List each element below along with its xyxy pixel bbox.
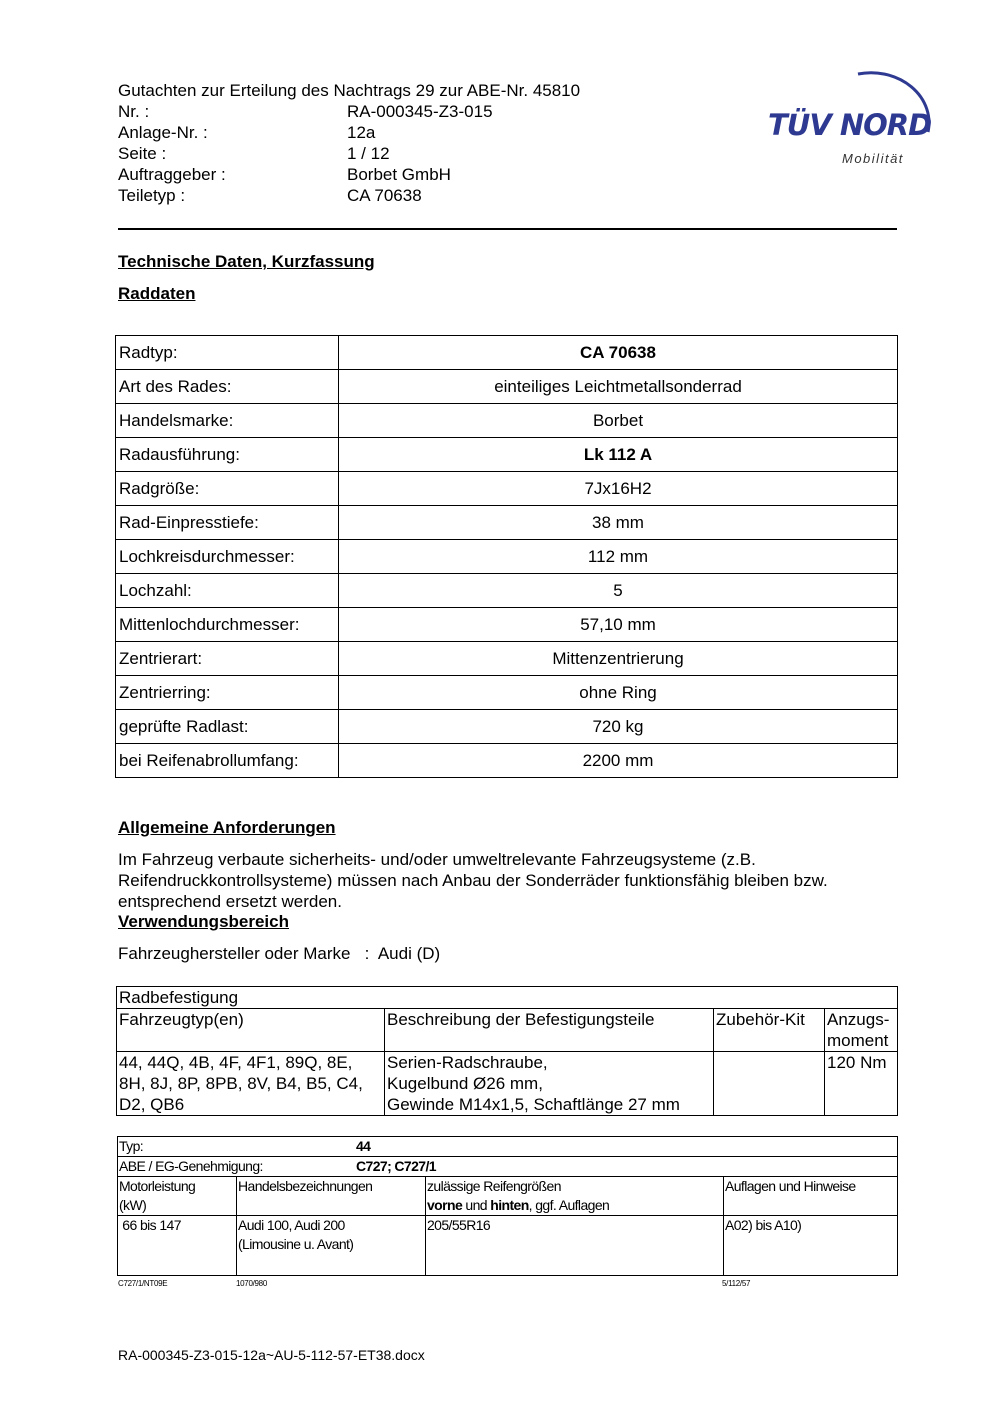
table-header-row [117, 1009, 898, 1052]
header-value: Borbet GmbH [347, 165, 451, 184]
wheel-value: 2200 mm [339, 744, 898, 778]
wheel-value: 38 mm [339, 506, 898, 540]
table-row [116, 472, 898, 506]
section-heading-usage: Verwendungsbereich [118, 912, 289, 931]
wheel-value: Lk 112 A [339, 438, 898, 472]
footnote-code: C727/1/NT09E [118, 1279, 168, 1288]
table-row [116, 438, 898, 472]
wheel-data-table [115, 335, 898, 778]
table-row [116, 540, 898, 574]
footnote-code: 5/112/57 [722, 1279, 751, 1288]
general-requirements-text: Im Fahrzeug verbaute sicherheits- und/oder umweltrelevante Fahrzeugsysteme (z.B. Reifendruckkontrollsysteme) müssen nach Anbau der Sonderräder funktionsfähig bleiben bzw. entsprechend ersetzt werden. [118, 850, 828, 911]
header-row-part-type [118, 185, 580, 206]
header-conditions: , ggf. Auflagen [528, 1197, 610, 1213]
mounting-torque: 120 Nm [825, 1052, 898, 1116]
logo-wordmark: TÜV NORD [768, 108, 932, 142]
wheel-key: Radtyp: [116, 336, 339, 370]
approval-row [118, 1157, 898, 1177]
wheel-value: einteiliges Leichtmetallsonderrad [339, 370, 898, 404]
wheel-key: Radausführung: [116, 438, 339, 472]
header-key: Nr. : [118, 102, 150, 121]
wheel-key: Radgröße: [116, 472, 339, 506]
table-row [116, 506, 898, 540]
header-key: Anlage-Nr. : [118, 123, 208, 142]
table-row [117, 1052, 898, 1116]
header-row-page [118, 143, 580, 164]
mounting-kit [714, 1052, 825, 1116]
wheel-key: Zentrierart: [116, 642, 339, 676]
type-label: Typ: [119, 1138, 144, 1154]
wheel-value: 57,10 mm [339, 608, 898, 642]
header-trade-names: Handelsbezeichnungen [237, 1177, 426, 1216]
wheel-value: Borbet [339, 404, 898, 438]
mounting-header-kit: Zubehör-Kit [714, 1009, 825, 1052]
cell-power: 66 bis 147 [118, 1216, 237, 1276]
wheel-key: Lochzahl: [116, 574, 339, 608]
wheel-key: bei Reifenabrollumfang: [116, 744, 339, 778]
mounting-description: Serien-Radschraube, Kugelbund Ø26 mm, Gewinde M14x1,5, Schaftlänge 27 mm [385, 1052, 714, 1116]
approval-value: C727; C727/1 [356, 1158, 436, 1174]
table-row [116, 642, 898, 676]
header-row-appendix [118, 122, 580, 143]
header-value: RA-000345-Z3-015 [347, 102, 493, 121]
header-tyre-sizes-title: zulässige Reifengrößen [427, 1178, 561, 1194]
cell-tyre-sizes: 205/55R16 [426, 1216, 724, 1276]
header-value: 12a [347, 123, 376, 142]
table-row [118, 1157, 898, 1177]
mounting-vehicle-types: 44, 44Q, 4B, 4F, 4F1, 89Q, 8E, 8H, 8J, 8P, 8PB, 8V, B4, B5, C4, D2, QB6 [117, 1052, 385, 1116]
section-heading-general: Allgemeine Anforderungen [118, 818, 336, 837]
table-header-row [118, 1177, 898, 1216]
header-row-number [118, 101, 580, 122]
document-header [118, 80, 580, 206]
table-row [116, 744, 898, 778]
mounting-table [116, 986, 898, 1116]
header-notes: Auflagen und Hinweise [724, 1177, 898, 1216]
header-and: und [462, 1197, 491, 1213]
report-title: Gutachten zur Erteilung des Nachtrags 29 zur ABE-Nr. 45810 [118, 81, 581, 100]
section-heading-wheel-data: Raddaten [118, 284, 196, 303]
header-key: Seite : [118, 144, 167, 163]
wheel-key: geprüfte Radlast: [116, 710, 339, 744]
wheel-value: ohne Ring [339, 676, 898, 710]
header-front: vorne [427, 1197, 463, 1213]
header-power: Motorleistung (kW) [118, 1177, 237, 1216]
table-row [116, 370, 898, 404]
type-table [117, 1136, 898, 1276]
header-value: CA 70638 [347, 186, 422, 205]
table-row [116, 710, 898, 744]
vehicle-maker-line: Fahrzeughersteller oder Marke : Audi (D) [118, 944, 441, 963]
cell-trade-names: Audi 100, Audi 200 (Limousine u. Avant) [237, 1216, 426, 1276]
header-divider [118, 228, 897, 230]
section-heading-technical: Technische Daten, Kurzfassung [118, 252, 375, 271]
document-footer: RA-000345-Z3-015-12a~AU-5-112-57-ET38.docx [118, 1347, 425, 1363]
table-row [118, 1216, 898, 1276]
table-row [117, 987, 898, 1009]
mounting-header-types: Fahrzeugtyp(en) [117, 1009, 385, 1052]
table-row [116, 336, 898, 370]
header-value: 1 / 12 [347, 144, 390, 163]
wheel-key: Art des Rades: [116, 370, 339, 404]
mounting-header-desc: Beschreibung der Befestigungsteile [385, 1009, 714, 1052]
header-rear: hinten [490, 1197, 529, 1213]
table-row [116, 676, 898, 710]
header-tyre-sizes [426, 1177, 724, 1216]
wheel-value: 720 kg [339, 710, 898, 744]
wheel-key: Zentrierring: [116, 676, 339, 710]
logo-subtitle: Mobilität [842, 151, 904, 166]
table-row [118, 1137, 898, 1157]
wheel-key: Lochkreisdurchmesser: [116, 540, 339, 574]
header-key: Auftraggeber : [118, 165, 226, 184]
table-row [116, 404, 898, 438]
tuv-nord-logo [764, 56, 944, 170]
mounting-caption: Radbefestigung [117, 987, 898, 1009]
wheel-value: CA 70638 [339, 336, 898, 370]
table-row [116, 574, 898, 608]
wheel-value: 7Jx16H2 [339, 472, 898, 506]
type-value: 44 [356, 1138, 371, 1154]
wheel-key: Rad-Einpresstiefe: [116, 506, 339, 540]
cell-notes: A02) bis A10) [724, 1216, 898, 1276]
wheel-value: 5 [339, 574, 898, 608]
type-row [118, 1137, 898, 1157]
table-row [116, 608, 898, 642]
header-key: Teiletyp : [118, 186, 186, 205]
mounting-header-torque: Anzugs- moment [825, 1009, 898, 1052]
wheel-key: Handelsmarke: [116, 404, 339, 438]
approval-label: ABE / EG-Genehmigung: [119, 1158, 263, 1174]
header-row-client [118, 164, 580, 185]
wheel-value: 112 mm [339, 540, 898, 574]
wheel-key: Mittenlochdurchmesser: [116, 608, 339, 642]
footnote-code: 1070/980 [236, 1279, 267, 1288]
wheel-value: Mittenzentrierung [339, 642, 898, 676]
